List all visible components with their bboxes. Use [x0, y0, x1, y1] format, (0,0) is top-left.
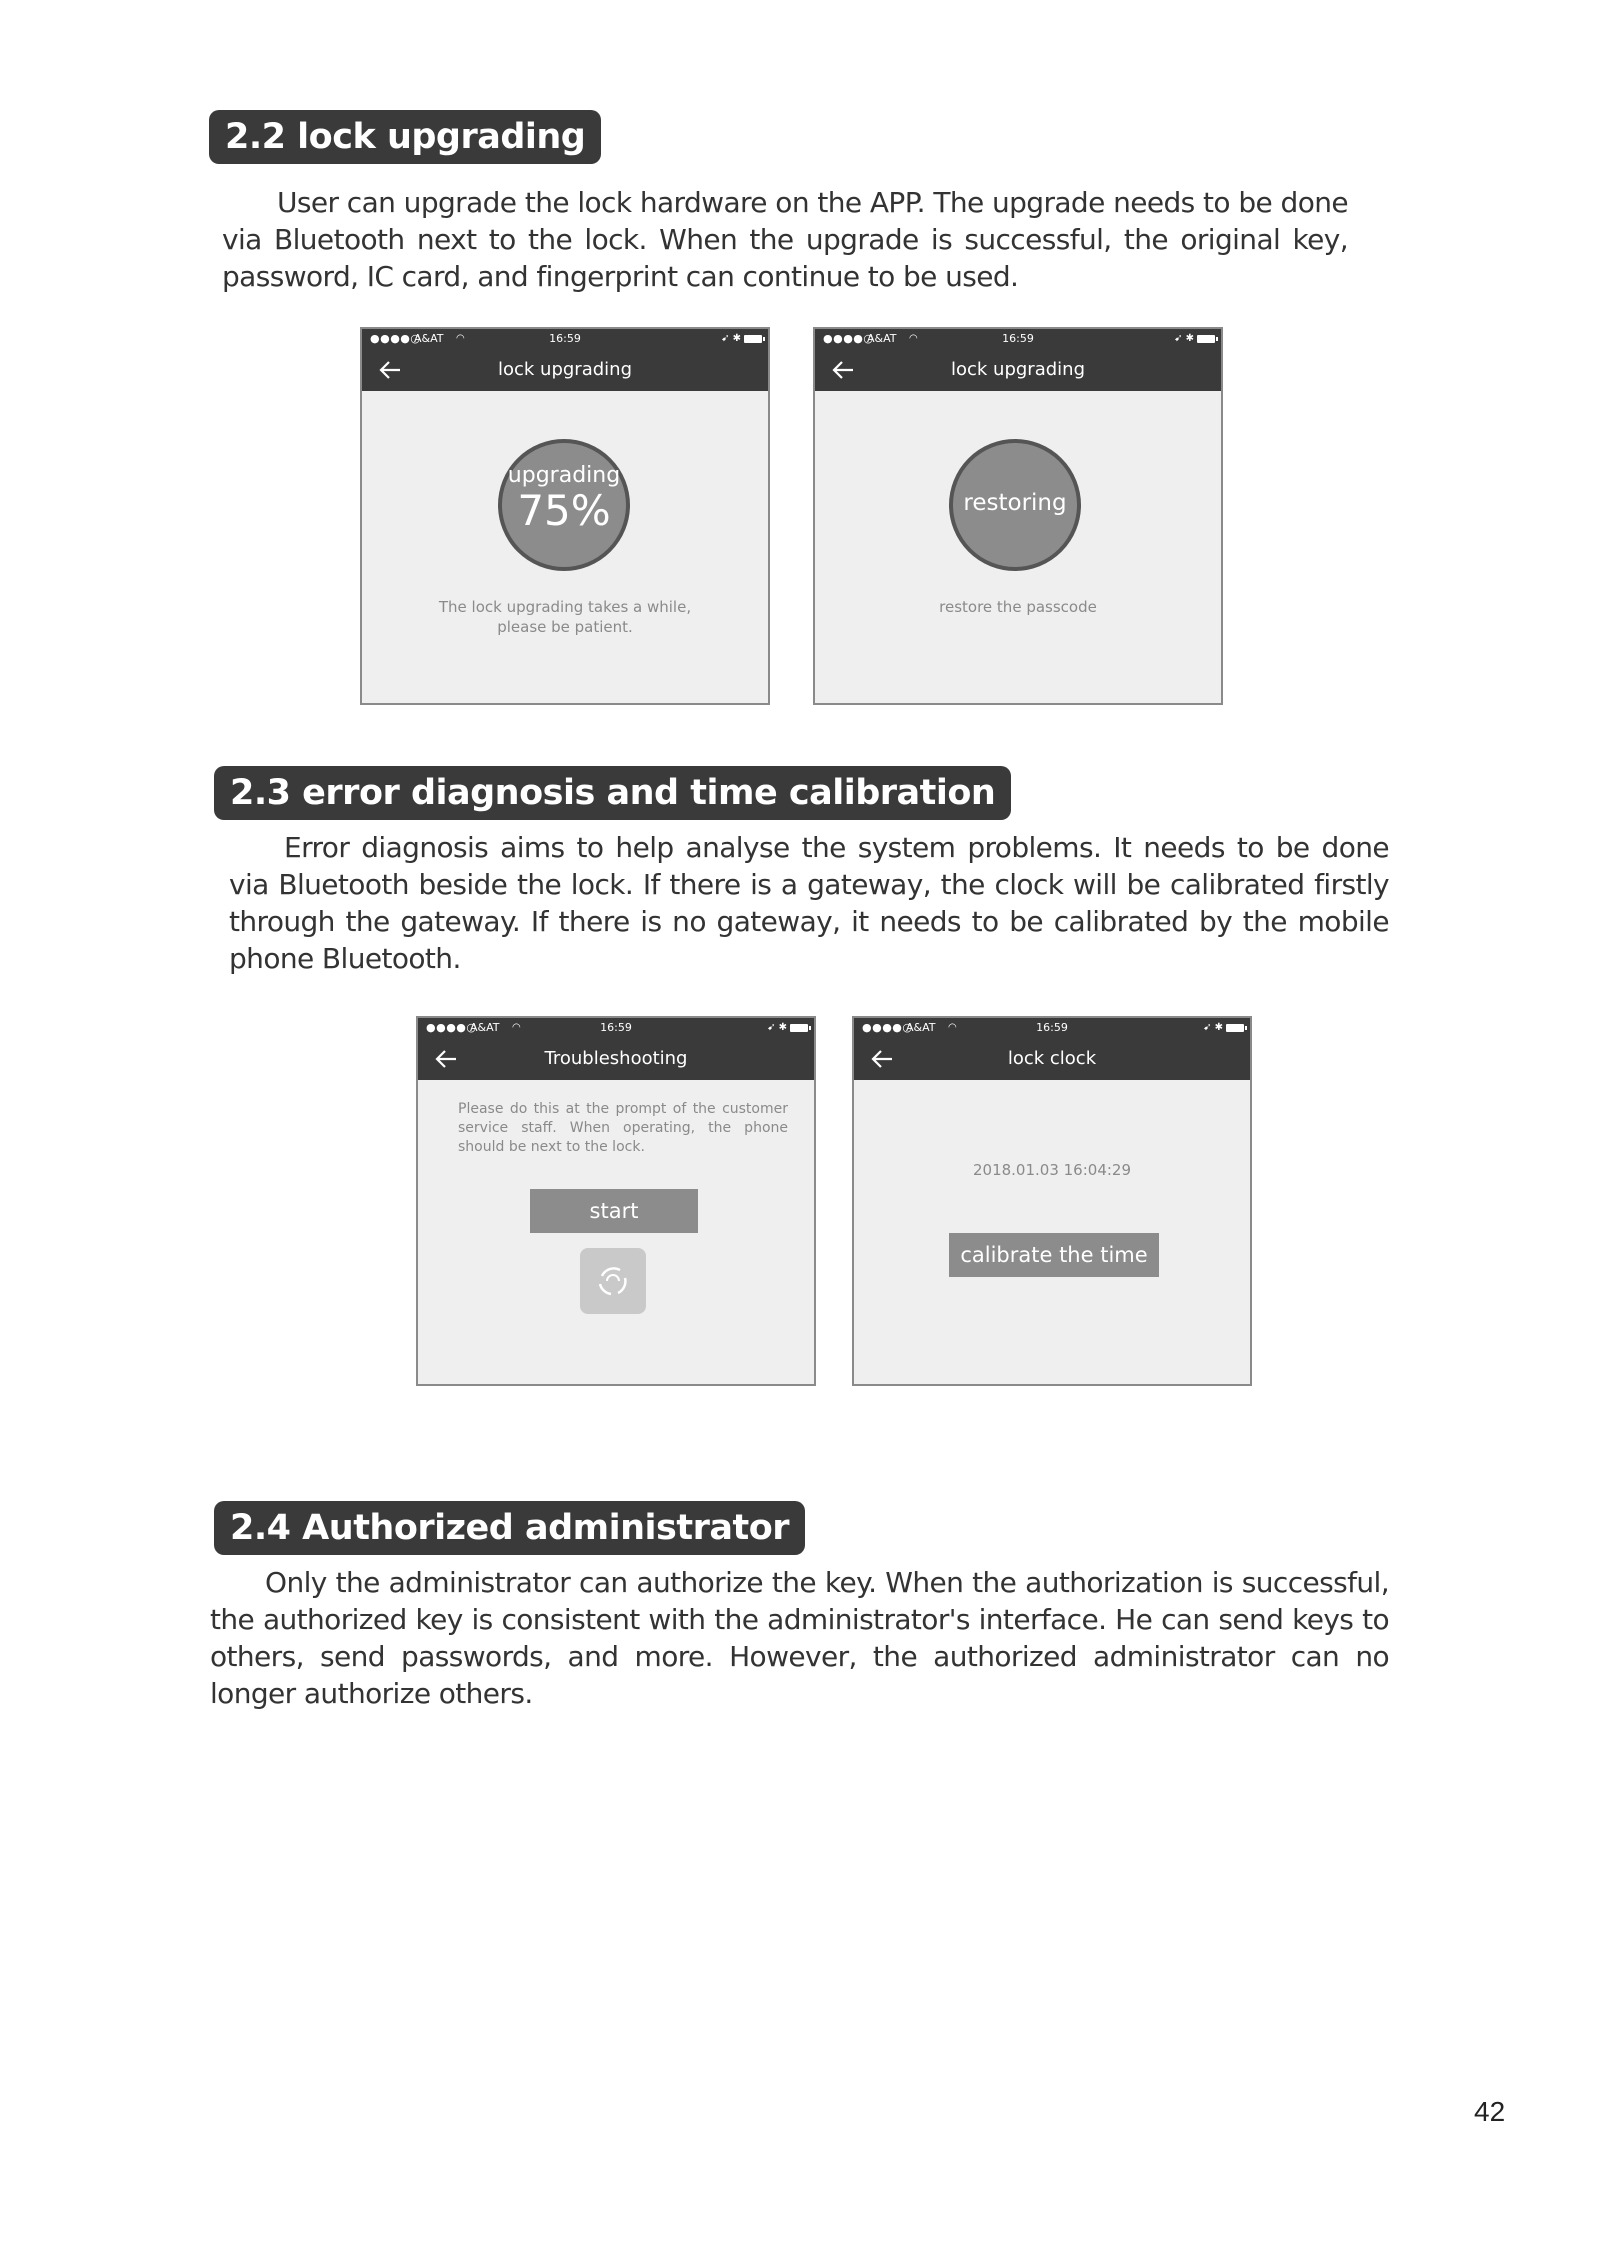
screen-title: lock upgrading: [497, 359, 632, 380]
upgrade-progress-circle: [498, 439, 630, 571]
restore-hint: restore the passcode: [939, 598, 1097, 616]
signal-indicator: ●●●●○: [862, 1021, 913, 1034]
wifi-icon: ◠: [909, 333, 918, 344]
start-button[interactable]: start: [530, 1189, 698, 1233]
battery-icon: [1174, 329, 1215, 349]
wifi-icon: ◠: [948, 1022, 957, 1033]
nav-bar: [815, 349, 1221, 391]
bluetooth-icon: ✱: [1185, 333, 1194, 344]
carrier-label: A&AT: [414, 332, 444, 345]
upgrade-progress-value: 75%: [517, 486, 611, 535]
bluetooth-icon: ✱: [732, 333, 741, 344]
screen-title: Troubleshooting: [544, 1048, 688, 1069]
lock-upgrading-paragraph: [222, 184, 1348, 295]
section-title-lock-upgrading: 2.2 lock upgrading: [209, 110, 601, 164]
status-bar: [418, 1018, 814, 1038]
loading-spinner: [580, 1248, 646, 1314]
screenshot-restoring: [813, 327, 1223, 705]
carrier-label: A&AT: [470, 1021, 500, 1034]
calibrate-time-button[interactable]: calibrate the time: [949, 1233, 1159, 1277]
authorized-administrator-text: Only the administrator can authorize the key. When the authorization is successful, the authorized key is consistent with the administrator's interface. He can send keys to others, send passwords, and more. However, the authorized administrator can no longer authorize others.: [210, 1566, 1389, 1710]
lock-datetime: 2018.01.03 16:04:29: [972, 1161, 1132, 1179]
location-icon: ➹: [1203, 1022, 1212, 1033]
carrier-label: A&AT: [906, 1021, 936, 1034]
location-icon: ➹: [767, 1022, 776, 1033]
battery-icon: [767, 1018, 808, 1038]
screen-title: lock upgrading: [950, 359, 1085, 380]
upgrading-label: upgrading: [507, 463, 621, 488]
signal-indicator: ●●●●○: [426, 1021, 477, 1034]
upgrade-hint-line2: please be patient.: [497, 618, 633, 636]
nav-bar: [362, 349, 768, 391]
wifi-icon: ◠: [512, 1022, 521, 1033]
screen-title: lock clock: [1007, 1048, 1097, 1069]
error-diagnosis-paragraph: [229, 829, 1389, 977]
status-bar: [854, 1018, 1250, 1038]
spinner-icon: [580, 1248, 646, 1314]
signal-indicator: ●●●●○: [370, 332, 421, 345]
restoring-circle: [949, 439, 1081, 571]
battery-icon: [721, 329, 762, 349]
authorized-administrator-paragraph: [210, 1564, 1389, 1712]
nav-bar: [418, 1038, 814, 1080]
bluetooth-icon: ✱: [1214, 1022, 1223, 1033]
status-time: 16:59: [1002, 332, 1034, 345]
location-icon: ➹: [721, 333, 730, 344]
error-diagnosis-text: Error diagnosis aims to help analyse the system problems. It needs to be done via Bluetooth beside the lock. If there is a gateway, the clock will be calibrated firstly through the gateway. If there is no gateway, it needs to be calibrated by the mobile phone Bluetooth.: [229, 831, 1389, 975]
screenshot-troubleshooting: [416, 1016, 816, 1386]
wifi-icon: ◠: [456, 333, 465, 344]
screenshot-upgrading: [360, 327, 770, 705]
carrier-label: A&AT: [867, 332, 897, 345]
lock-upgrading-text: User can upgrade the lock hardware on the APP. The upgrade needs to be done via Bluetooth next to the lock. When the upgrade is successful, the original key, password, IC card, and fingerprint can continue to be used.: [222, 186, 1348, 293]
screenshot-lock-clock: [852, 1016, 1252, 1386]
upgrade-hint-line1: The lock upgrading takes a while,: [438, 598, 692, 616]
section-title-authorized-administrator: 2.4 Authorized administrator: [214, 1501, 805, 1555]
restoring-label: restoring: [963, 490, 1067, 516]
status-time: 16:59: [1036, 1021, 1068, 1034]
battery-icon: [1203, 1018, 1244, 1038]
troubleshooting-instructions: Please do this at the prompt of the customer service staff. When operating, the phone should be next to the lock.: [458, 1101, 788, 1155]
page-number: 42: [1474, 2096, 1506, 2127]
status-bar: [815, 329, 1221, 349]
nav-bar: [854, 1038, 1250, 1080]
bluetooth-icon: ✱: [778, 1022, 787, 1033]
signal-indicator: ●●●●○: [823, 332, 874, 345]
section-title-error-diagnosis: 2.3 error diagnosis and time calibration: [214, 766, 1011, 820]
status-time: 16:59: [549, 332, 581, 345]
location-icon: ➹: [1174, 333, 1183, 344]
status-time: 16:59: [600, 1021, 632, 1034]
status-bar: [362, 329, 768, 349]
